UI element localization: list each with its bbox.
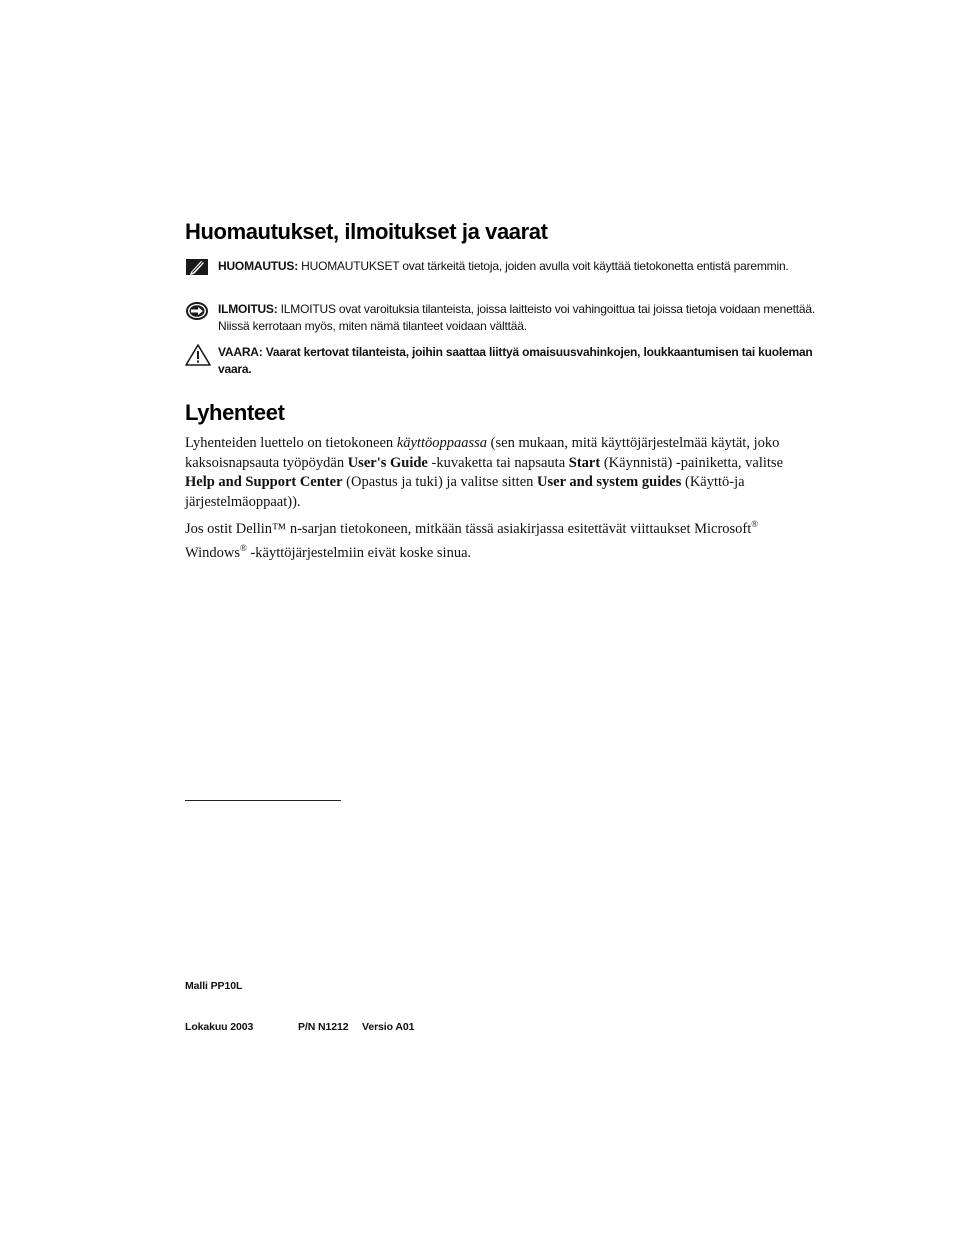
notice-arrow-icon — [185, 301, 209, 326]
notice-body: ILMOITUS ovat varoituksia tilanteista, joissa laitteisto voi vahingoittua tai joissa tietoja voidaan menettää. Niissä kerrotaan myös, miten nämä tilanteet voidaan välttää. — [218, 302, 815, 333]
note-block — [185, 258, 817, 275]
abbreviations-paragraph — [185, 434, 813, 512]
para1-user-system-guides: User and system guides — [537, 474, 682, 490]
warning-body: Vaarat kertovat tilanteista, joihin saattaa liittyä omaisuusvahinkojen, loukkaantumisen tai kuoleman vaara. — [218, 345, 813, 376]
section-heading-abbreviations: Lyhenteet — [185, 400, 285, 425]
para1-text-9: (Opastus ja tuki) ja valitse sitten — [342, 474, 538, 490]
para1-text-5: -kuvaketta tai napsauta — [427, 454, 569, 471]
version: Versio A01 — [362, 1021, 415, 1033]
para1-users-guide: User's Guide — [347, 454, 428, 471]
para1-text-3: (sen mukaan, mitä käyttöjärjestelmää käytät, joko kaksoisnapsauta työpöydän — [185, 435, 780, 471]
warning-triangle-icon — [185, 344, 211, 371]
note-body: HUOMAUTUKSET ovat tärkeitä tietoja, joiden avulla voit käyttää tietokonetta entistä paremmin. — [301, 259, 789, 273]
warning-label: VAARA: — [218, 345, 263, 359]
n-series-paragraph — [185, 515, 813, 564]
section-heading-notices: Huomautukset, ilmoitukset ja vaarat — [185, 219, 548, 244]
model-text: Malli PP10L — [185, 980, 243, 992]
para2-text-1: Jos ostit Dellin™ n-sarjan tietokoneen, mitkään tässä asiakirjassa esitettävät viittaukset Microsoft — [185, 520, 752, 537]
notice-block — [185, 301, 817, 335]
model-number — [185, 980, 242, 993]
para1-text-1: Lyhenteiden luettelo on tietokoneen — [185, 435, 397, 451]
registered-mark: ® — [240, 543, 247, 554]
para2-text-3: -käyttöjärjestelmiin eivät koske sinua. — [246, 545, 472, 562]
footnote-divider — [185, 800, 341, 801]
para2-windows: Windows — [185, 545, 240, 562]
para1-text-7: (Käynnistä) -painiketta, valitse — [600, 454, 784, 471]
publication-date: Lokakuu 2003 — [185, 1021, 254, 1033]
para1-start: Start — [568, 454, 601, 471]
part-number: P/N N1212 — [298, 1021, 349, 1033]
para1-guide-title: käyttöoppaassa — [396, 435, 488, 451]
notice-label: ILMOITUS: — [218, 302, 278, 316]
warning-block — [185, 344, 817, 378]
publication-info — [185, 1021, 414, 1034]
note-label: HUOMAUTUS: — [218, 259, 298, 273]
note-pencil-icon — [185, 258, 209, 281]
para1-help-support-center: Help and Support Center — [185, 474, 343, 490]
registered-mark: ® — [751, 519, 759, 529]
para1-text-11: (Käyttö-ja järjestelmäoppaat)). — [185, 474, 745, 510]
